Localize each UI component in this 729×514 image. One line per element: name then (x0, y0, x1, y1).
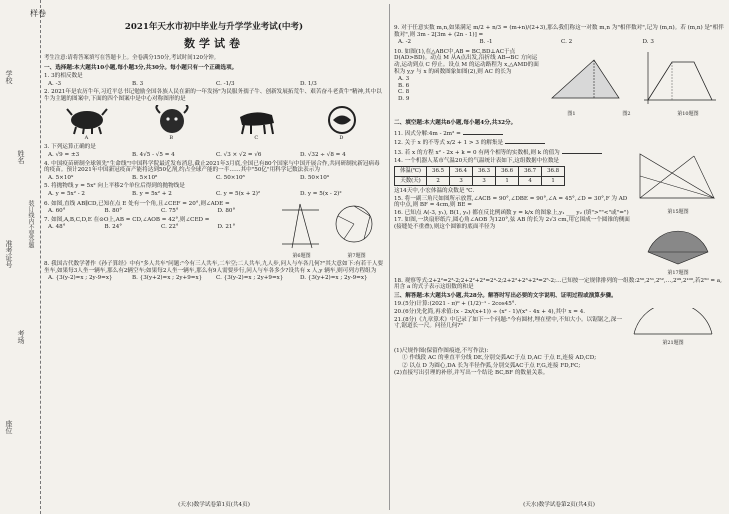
table-cell: 体温(℃) (395, 167, 427, 176)
question-5-options (48, 191, 384, 198)
option: B. 80° (104, 208, 123, 215)
question-7-options (48, 224, 274, 231)
question-10: 10. 如图(1),在△ABC中,AB = BC,BD⊥AC于点D(AD>BD)。动点 M 从A点出发,沿折线 AB→BC 方向运动,运动到点 C 停止。设点 M 的运动路程为 x,△AMD的面积为 y,y 与 x 的函数图象如图(2),则 AC 的长为 (394, 48, 539, 75)
figure-7-caption: 第7题图 (347, 253, 366, 260)
table-cell: 36.7 (519, 167, 542, 176)
binding-margin (0, 0, 41, 514)
table-cell: 1 (542, 176, 565, 185)
option: B. y = 5x² + 2 (132, 190, 172, 197)
option: B. 6 (398, 82, 410, 89)
binding-id: 准考证号 (5, 240, 13, 268)
question-6-options (48, 208, 274, 215)
option: C. 50×10⁸ (216, 174, 245, 181)
option: B. 24° (104, 224, 123, 231)
option: C. {3(y-2)=x ; 2y+9=x} (216, 275, 284, 282)
exam-notice: 考生注意:请将答案填写在答题卡上。全卷满分150分,考试时间120分钟。 (44, 55, 220, 62)
binding-room: 考场 (17, 330, 25, 344)
table-cell: 36.8 (542, 167, 565, 176)
question-21-part-1: (1)尺规作图(保留作图痕迹,不写作法): (394, 347, 489, 354)
option: B. 5×10⁸ (132, 174, 158, 181)
sample-label: 样卷 (30, 9, 46, 18)
option: A. √9 = ±3 (48, 151, 80, 158)
table-cell: 36.5 (427, 167, 450, 176)
option: D. √32 ÷ √8 = 4 (300, 151, 346, 158)
option: A. 5×10⁹ (48, 174, 74, 181)
figure-17-caption: 第17题图 (667, 269, 689, 276)
ox-label: D (339, 135, 344, 142)
binding-warning: 装订线内不要答题 (27, 200, 34, 248)
table-cell: 36.4 (450, 167, 473, 176)
table-cell: 2 (427, 176, 450, 185)
exam-subject: 数学试卷 (184, 37, 244, 51)
figure-6-7 (274, 200, 384, 252)
option: D. {3(y+2)=x ; 2y-9=x} (300, 275, 368, 282)
ox-figure-a (64, 105, 110, 135)
section-2-heading: 二、填空题:本大题共8小题,每小题4分,共32分。 (394, 120, 517, 127)
ox-figure-b (149, 105, 195, 135)
option: A. {3(y-2)=x ; 2y-9=x} (48, 275, 113, 282)
option: D. 3 (642, 39, 654, 46)
temperature-table (394, 166, 565, 186)
table-row (395, 167, 565, 176)
question-20: 20.(6分)先化简,再求值:(x - 2x/(x+1)) ÷ (x² - 1)/(x² - 4x + 4),其中 x = 4. (394, 309, 586, 316)
option: A. -2 (398, 39, 412, 46)
ox-figure-labels (44, 136, 384, 142)
table-cell: 1 (496, 176, 519, 185)
table-cell: 3 (473, 176, 496, 185)
exam-title: 2021年天水市初中毕业与升学学业考试(中考) (124, 22, 304, 32)
table-cell: 天数(天) (395, 176, 427, 185)
option: C. 8 (398, 89, 410, 96)
question-8-options (48, 275, 384, 282)
figure-15 (634, 148, 722, 208)
ox-label: B (169, 135, 174, 142)
option: A. 48° (48, 224, 66, 231)
option: D. 21° (217, 224, 236, 231)
table-cell: 36.6 (496, 167, 519, 176)
question-4-options (48, 175, 384, 182)
figure-10-caption-1: 图1 (567, 111, 576, 118)
question-3: 3. 下列运算正确的是 (44, 144, 96, 151)
question-11: 11. 因式分解:4m - 2m² = (394, 129, 634, 138)
option: D. y = 5(x - 2)² (300, 190, 342, 197)
figure-10 (544, 48, 722, 110)
binding-seat: 座位 (5, 420, 13, 434)
option: D. 50×10⁹ (300, 174, 330, 181)
option: B. {3(y+2)=x ; 2y+9=x} (132, 275, 203, 282)
ox-label: C (254, 135, 259, 142)
ox-label: A (84, 135, 89, 142)
table-row (395, 176, 565, 185)
figure-10-caption-2: 图2 (622, 111, 631, 118)
option: B. 3 (132, 80, 144, 87)
ox-figure-d (319, 105, 365, 135)
question-8: 8. 我国古代数学著作《孙子算经》中有"多人共车"问题:"今有三人共车,二车空;二人共车,九人步,问人与车各几何?"其大意如下:有若干人要坐车,如果每3人坐一辆车,那么有2辆空车;如果每2人坐一辆车,那么有9人需要步行,问人与车各多少?设共有 x 人,y 辆车,则可列方程组为 (44, 260, 384, 274)
question-6: 6. 如图,直线 AB∥CD,已知在点 E 处有一个角,且∠CEF = 20°,则∠ADE = (44, 200, 230, 207)
section-1-heading: 一、选择题:本大题共10小题,每小题3分,共30分。每小题只有一个正确选项。 (44, 65, 238, 72)
question-1: 1. 3的相反数是 (44, 73, 83, 80)
page-1 (44, 0, 384, 514)
binding-name: 姓名 (17, 150, 25, 164)
table-cell: 3 (450, 176, 473, 185)
page-2-footer: (天水)数学试卷第2页(共4页) (523, 502, 595, 509)
question-1-options (48, 81, 384, 88)
question-5: 5. 将抛物线 y = 5x² 向上平移2个单位后得到的抛物线是 (44, 183, 185, 190)
question-21-step-1: ① 作线段 AC 的垂直平分线 DE,分别交弧AC于点 D,AC 于点 E,连接 AD,CD; (402, 355, 597, 362)
figure-6-caption: 第6题图 (292, 253, 311, 260)
option: A. y = 5x² - 2 (48, 190, 85, 197)
option: A. 60° (48, 208, 66, 215)
option: C. 75° (161, 208, 179, 215)
figure-15-caption: 第15题图 (667, 209, 689, 216)
question-21-step-2: ② 以点 D 为圆心,DA 长为半径作弧,分别交弧AC于点 F,G,连接 FD,FC; (402, 362, 581, 369)
ox-figures (44, 105, 384, 135)
option: A. 3 (398, 76, 410, 83)
question-12: 12. 关于 x 的不等式 x/2 + 1 > 3 的解集是 (394, 138, 634, 147)
ox-figure-c (234, 105, 280, 135)
page-1-footer: (天水)数学试卷第1页(共4页) (178, 502, 250, 509)
option: D. 1/3 (300, 80, 317, 87)
option: C. -1/3 (216, 80, 235, 87)
option: C. 22° (161, 224, 179, 231)
table-cell: 36.3 (473, 167, 496, 176)
question-9: 9. 对于任意实数 m,n,如果满足 m/2 + n/3 = (m+n)/(2+3),那么我们称这一对数 m,n 为"相伴数对",记为 (m,n)。若 (m,n) 是"相伴数对",则 3m - 2[3m + (2n - 1)] = (394, 25, 724, 38)
option: D. 9 (398, 95, 410, 102)
page-2 (394, 0, 724, 514)
page-divider (389, 4, 390, 510)
question-2: 2. 2021年是农历牛年,习近平总书记勉励全国各族人民在新的一年发扬"为民服务孺子牛、创新发展拓荒牛、艰苦奋斗老黄牛"精神,其中以牛为主题的图案中,下面的四个图案中是中心对称图形的是 (44, 89, 382, 102)
question-17: 17. 如图,一块扇形纸片,圆心角∠AOB 为120°,弦 AB 的长为 2√3 cm,用它围成一个圆锥的侧面(接缝处不重叠),则这个圆锥的底面半径为 (394, 217, 630, 230)
binding-school: 学校 (5, 70, 13, 84)
question-4: 4. 中国疫苗研制全球领先"生命线"!中国科学院最近发布消息,截止2021年3月底,全国已有80个国家与中国开展合作,共同研制抗新冠病毒的疫苗。预计2021年中国新冠疫苗产能将达到50亿剂,约占全球产能的一半……其中"50亿"用科学记数法表示为 (44, 160, 380, 174)
question-10-options (398, 76, 544, 102)
question-15: 15. 将一副三角尺如图所示放置,∠ACB = 90°,∠DBE = 90°,∠A = 45°,∠D = 30°,F 为 AD 的中点,则 BF = 4cm,则 BE = (394, 195, 628, 209)
table-cell: 4 (519, 176, 542, 185)
option: A. -3 (48, 80, 62, 87)
question-13: 13. 若 x 的方程 x² - 2x + k = 0 有两个相等的实数根,则 k 的值为 (394, 148, 634, 157)
question-21-part-2: (2)直接写出引理的补形,并写出一个结论 BC,BF 的数量关系。 (394, 370, 549, 377)
option: B. -1 (479, 39, 493, 46)
figure-10-caption: 第10题图 (677, 111, 699, 118)
question-7: 7. 如图,A,B,C,D,E 在⊙O上,AB = CD,∠AOB = 42°,则∠CED = (44, 216, 210, 223)
question-18: 18. 观察等式:2+2²=2³-2;2+2²+2³=2⁴-2;2+2²+2³+2⁴=2⁵-2;…已知按一定规律排列的一组数:2⁵⁰,2⁵¹,2⁵²,…,2⁹⁹,2¹⁰⁰,若2⁵⁰ = a,用含 a 的式子表示这组数的和是 (394, 277, 722, 291)
option: C. y = 5(x + 2)² (216, 190, 261, 197)
question-3-options (48, 152, 384, 159)
figure-21-caption: 第21题图 (662, 339, 684, 346)
figure-17 (634, 224, 722, 268)
figure-21 (628, 308, 718, 338)
question-9-options (398, 39, 724, 46)
question-19: 19.(5分)计算:(2021 - π)⁰ + (1/2)⁻¹ - 2cos45°. (394, 300, 517, 307)
question-14-tail: 这14天中,小宏体温的众数是 ℃. (394, 187, 475, 194)
option: D. 80° (217, 208, 236, 215)
question-16: 16. 已知点 A(-3, y₁), B(1, y₂) 都在反比例函数 y = k/x 的图象上,y₁ ___ y₂ (填">""<"或"=") (394, 209, 629, 216)
option: C. √3 × √2 = √6 (216, 151, 262, 158)
option: C. 2 (561, 39, 573, 46)
question-14: 14. 一个机器人某市气温20天的气温统计表如下,这组数据中位数是 (394, 157, 560, 164)
question-21: 21.(8分)《九章算术》中记录了如下一个问题:"今有圆材,埋在壁中,不知大小。以锯锯之,深一寸,锯道长一尺。问径几何?" (394, 316, 622, 330)
option: B. 4√5 - √5 = 4 (132, 151, 175, 158)
section-3-heading: 三、解答题:本大题共3小题,共28分。解答时写出必要的文字说明、证明过程或演算步骤。 (394, 293, 617, 300)
